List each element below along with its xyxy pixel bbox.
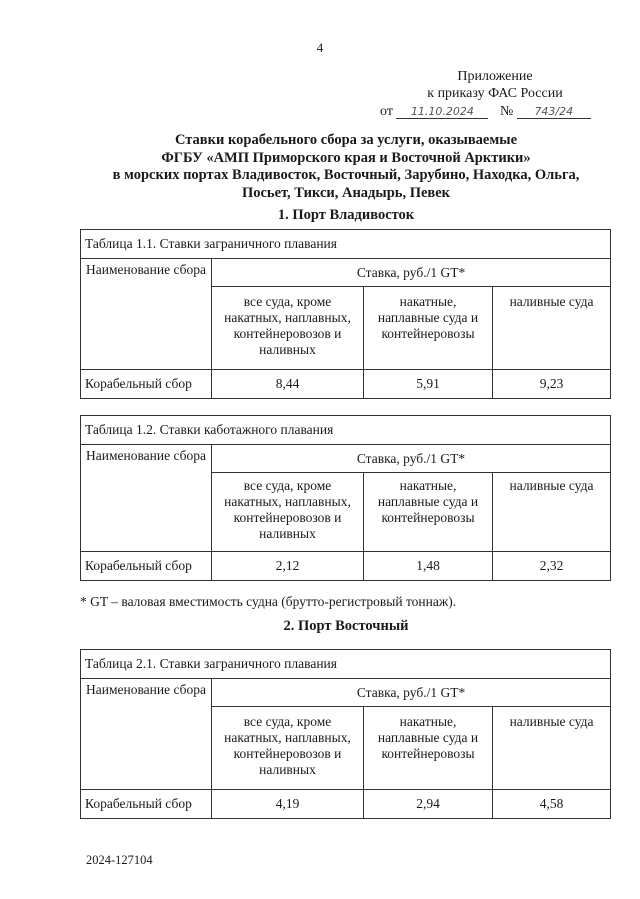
rate-table-2-1 xyxy=(80,649,611,819)
column-header: наливные суда xyxy=(493,707,611,790)
title-line-2: ФГБУ «АМП Приморского края и Восточной Арктики» xyxy=(161,149,531,166)
name-header: Наименование сбора xyxy=(81,259,212,370)
row-label: Корабельный сбор xyxy=(81,790,212,819)
rate-value: 8,44 xyxy=(212,370,364,399)
appendix-order-ref: к приказу ФАС России xyxy=(427,86,563,101)
from-label: от xyxy=(380,104,393,119)
rate-table-1-2 xyxy=(80,415,611,581)
rate-header: Ставка, руб./1 GT* xyxy=(212,445,611,473)
rate-value: 4,19 xyxy=(212,790,364,819)
order-date: 11.10.2024 xyxy=(396,105,488,119)
order-date-number xyxy=(380,104,610,122)
column-header: накатные, наплавные суда и контейнеровозы xyxy=(364,473,493,552)
section-heading-vladivostok: 1. Порт Владивосток xyxy=(277,207,415,223)
row-label: Корабельный сбор xyxy=(81,552,212,581)
number-label: № xyxy=(499,104,514,119)
rate-value: 2,12 xyxy=(212,552,364,581)
appendix-block xyxy=(380,68,610,102)
name-header: Наименование сбора xyxy=(81,445,212,552)
name-header: Наименование сбора xyxy=(81,679,212,790)
section-heading-vostochny: 2. Порт Восточный xyxy=(283,618,409,634)
title-line-3: в морских портах Владивосток, Восточный, Зарубино, Находка, Ольга, xyxy=(112,167,580,183)
column-header: накатные, наплавные суда и контейнеровозы xyxy=(364,707,493,790)
document-title xyxy=(80,132,612,202)
page-number: 4 xyxy=(316,40,324,55)
rate-value: 5,91 xyxy=(364,370,493,399)
column-header: все суда, кроме накатных, наплавных, контейнеровозов и наливных xyxy=(212,287,364,370)
order-number: 743/24 xyxy=(517,105,591,119)
column-header: все суда, кроме накатных, наплавных, контейнеровозов и наливных xyxy=(212,473,364,552)
footnote: * GT – валовая вместимость судна (брутто-регистровый тоннаж). xyxy=(80,594,457,609)
rate-table-1-1 xyxy=(80,229,611,399)
table-caption: Таблица 1.2. Ставки каботажного плавания xyxy=(81,416,611,445)
rate-value: 9,23 xyxy=(493,370,611,399)
rate-header: Ставка, руб./1 GT* xyxy=(212,679,611,707)
column-header: накатные, наплавные суда и контейнеровозы xyxy=(364,287,493,370)
table-caption: Таблица 1.1. Ставки заграничного плавания xyxy=(81,230,611,259)
rate-header: Ставка, руб./1 GT* xyxy=(212,259,611,287)
title-line-1: Ставки корабельного сбора за услуги, оказываемые xyxy=(174,132,518,148)
column-header: наливные суда xyxy=(493,473,611,552)
rate-value: 2,94 xyxy=(364,790,493,819)
title-line-4: Посьет, Тикси, Анадырь, Певек xyxy=(241,184,451,201)
row-label: Корабельный сбор xyxy=(81,370,212,399)
table-caption: Таблица 2.1. Ставки заграничного плавания xyxy=(81,650,611,679)
rate-value: 2,32 xyxy=(493,552,611,581)
appendix-label: Приложение xyxy=(457,69,533,84)
column-header: все суда, кроме накатных, наплавных, контейнеровозов и наливных xyxy=(212,707,364,790)
rate-value: 1,48 xyxy=(364,552,493,581)
column-header: наливные суда xyxy=(493,287,611,370)
document-id: 2024-127104 xyxy=(86,853,153,867)
rate-value: 4,58 xyxy=(493,790,611,819)
